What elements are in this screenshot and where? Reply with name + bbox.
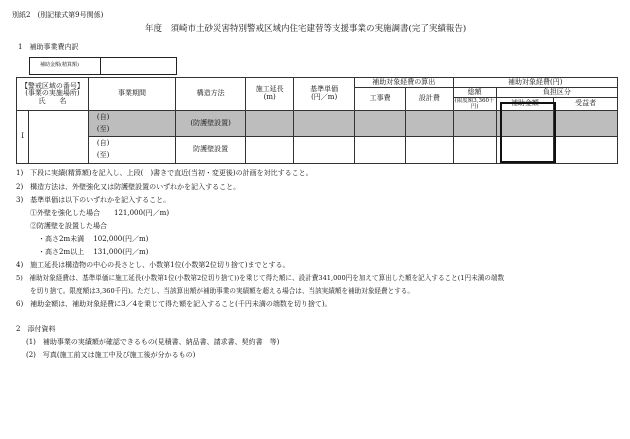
note-6: 6) 補助金額は、補助対象経費に3／4を乗じて得た額を記入すること(千円未満の端数を切り捨て)。 xyxy=(16,300,332,308)
calc-header: 補助対象経費の算出 xyxy=(354,78,453,88)
subsidy-amount-label: 補助金額(精算額) xyxy=(40,62,79,68)
attachment-2: (2) 写真(施工前又は施工中及び施工後が分かるもの) xyxy=(26,351,196,359)
note-3-option-2: ②防護壁を設置した場合 xyxy=(30,222,107,230)
actual-design-cell[interactable] xyxy=(406,137,453,164)
plan-total-cell[interactable] xyxy=(453,111,496,137)
method-header: 構造方法 xyxy=(176,78,246,111)
subsidy-amount-box xyxy=(29,57,177,75)
actual-total-cell[interactable] xyxy=(453,137,496,164)
note-3-height-low: ・高さ2m未満 102,000(円／m) xyxy=(38,235,149,243)
plan-method-cell[interactable]: (防護壁設置) xyxy=(176,111,246,137)
length-header: 施工延長 (m) xyxy=(246,78,294,111)
actual-unit-price-cell[interactable] xyxy=(294,137,355,164)
section1-heading: 1 補助事業費内訳 xyxy=(18,43,79,51)
unit-price-header: 基準単価 (円／m) xyxy=(294,78,355,111)
note-5: 5) 補助対象経費は、基準単価に施工延長(小数第1位(小数第2位切り捨て))を乗じて得た額に、設計費341,000円を加えて算出した額を記入すること(1円未満の端数 xyxy=(16,274,505,282)
subsidy-header: 補助金額 xyxy=(496,98,554,111)
section2-heading: 2 添付資料 xyxy=(16,325,56,333)
page-title: 年度 須崎市土砂災害特別警戒区域内住宅建替等支援事業の実施調書(完了実績報告) xyxy=(145,24,467,34)
burden-header: 負担区分 xyxy=(496,88,617,98)
period-header: 事業期間 xyxy=(88,78,175,111)
design-cost-header: 設計費 xyxy=(406,88,453,111)
cost-header: 補助対象経費(円) xyxy=(453,78,617,88)
zone-header: 【警戒区域の番号】 (事業の実施場所) 氏 名 xyxy=(17,78,89,111)
actual-beneficiary-cell[interactable] xyxy=(554,137,618,164)
note-3-height-high: ・高さ2m以上 131,000(円／m) xyxy=(38,248,149,256)
note-5-cont: を切り捨て。限度額は3,360千円)。ただし、当該算出額が補助事業の実績額を超える場合は、当該実績額を補助対象経費とする。 xyxy=(30,287,414,295)
actual-construction-cell[interactable] xyxy=(354,137,405,164)
zone-cell[interactable] xyxy=(29,111,89,164)
plan-length-cell[interactable] xyxy=(246,111,294,137)
attachment-1: (1) 補助事業の実績額が確認できるもの(見積書、納品書、請求書、契約書 等) xyxy=(26,338,280,346)
construction-cost-header: 工事費 xyxy=(354,88,405,111)
actual-period-cell[interactable]: (自) (至) xyxy=(88,137,175,164)
actual-method-cell[interactable]: 防護壁設置 xyxy=(176,137,246,164)
form-number: 別紙2 (別記様式第9号関係) xyxy=(12,11,104,19)
plan-design-cell[interactable] xyxy=(406,111,453,137)
note-4: 4) 施工延長は構造物の中心の長さとし、小数第1位(小数第2位切り捨て)までとする。 xyxy=(16,261,290,269)
plan-beneficiary-cell[interactable] xyxy=(554,111,618,137)
row-number: Ⅰ xyxy=(17,111,29,164)
actual-length-cell[interactable] xyxy=(246,137,294,164)
plan-subsidy-cell[interactable] xyxy=(496,111,554,137)
note-3: 3) 基準単価は以下のいずれかを記入すること。 xyxy=(16,196,171,204)
plan-period-cell[interactable]: (自) (至) xyxy=(88,111,175,137)
total-limit-note: (限度額3,360千円) xyxy=(454,98,495,111)
actual-subsidy-cell[interactable] xyxy=(496,137,554,164)
note-2: 2) 構造方法は、外壁強化又は防護壁設置のいずれかを記入すること。 xyxy=(16,183,241,191)
beneficiary-header: 受益者 xyxy=(554,98,618,111)
subsidy-breakdown-table xyxy=(16,77,618,164)
plan-construction-cell[interactable] xyxy=(354,111,405,137)
plan-unit-price-cell[interactable] xyxy=(294,111,355,137)
note-1: 1) 下段に実績(精算額)を記入し、上段( )書きで直近(当初・変更後)の計画を対比すること。 xyxy=(16,169,313,177)
note-3-option-1: ①外壁を強化した場合 121,000(円／m) xyxy=(30,209,170,217)
total-header: 総額 xyxy=(453,88,496,98)
